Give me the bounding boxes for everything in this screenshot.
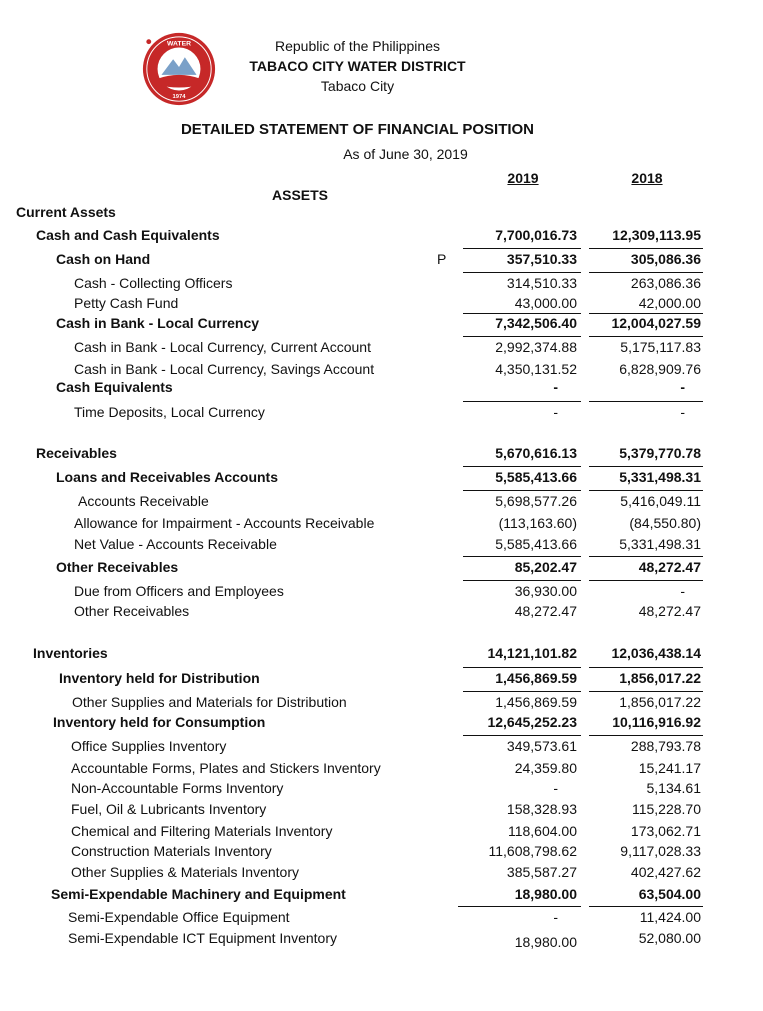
row-inventories xyxy=(0,645,763,667)
row-label: Cash Equivalents xyxy=(56,379,173,395)
row-other-receivables-group xyxy=(0,559,763,581)
value-2019: 24,359.80 xyxy=(514,760,577,776)
row-label: Time Deposits, Local Currency xyxy=(74,404,265,420)
row-chemical-filtering xyxy=(0,823,763,845)
year-prior-header: 2018 xyxy=(631,170,663,186)
value-2018: - xyxy=(680,583,685,599)
value-2019: 18,980.00 xyxy=(514,886,577,902)
rule-line xyxy=(458,906,581,907)
value-2019: 5,585,413.66 xyxy=(495,536,577,552)
row-label: Cash in Bank - Local Currency, Savings Account xyxy=(74,361,375,377)
value-2018: 5,134.61 xyxy=(646,780,701,796)
row-label: Inventory held for Consumption xyxy=(53,714,266,730)
water-district-seal-logo xyxy=(140,30,218,108)
row-label: Inventory held for Distribution xyxy=(59,670,260,686)
rule-line xyxy=(589,272,703,273)
row-label: Due from Officers and Employees xyxy=(74,583,284,599)
statement-date-wrap xyxy=(0,146,763,162)
row-other-supplies-materials xyxy=(0,864,763,886)
value-2019: 5,585,413.66 xyxy=(495,469,577,485)
value-2018: 305,086.36 xyxy=(630,251,701,267)
row-loans-and-receivables xyxy=(0,469,763,491)
value-2019: 7,342,506.40 xyxy=(495,315,577,331)
rule-line xyxy=(589,490,703,491)
row-label: Cash on Hand xyxy=(56,251,151,267)
rule-line xyxy=(589,313,703,314)
rule-line xyxy=(463,735,581,736)
header-text-block xyxy=(225,36,490,96)
row-label: Allowance for Impairment - Accounts Receivable xyxy=(74,515,375,531)
value-2018: 263,086.36 xyxy=(630,275,701,291)
row-semi-expendable-machinery xyxy=(0,886,763,908)
agency-name: TABACO CITY WATER DISTRICT xyxy=(249,58,466,74)
statement-title-wrap xyxy=(0,121,763,138)
value-2019: 1,456,869.59 xyxy=(495,670,577,686)
value-2019: 385,587.27 xyxy=(506,864,577,880)
statement-date: As of June 30, 2019 xyxy=(343,146,468,162)
row-label: Cash in Bank - Local Currency, Current Account xyxy=(74,339,371,355)
value-2019: 4,350,131.52 xyxy=(495,361,577,377)
year-current-header: 2019 xyxy=(507,170,539,186)
row-label: Chemical and Filtering Materials Inventory xyxy=(71,823,333,839)
row-accountable-forms xyxy=(0,760,763,782)
row-label: Receivables xyxy=(36,445,117,461)
row-label: Non-Accountable Forms Inventory xyxy=(71,780,284,796)
value-2018: 5,416,049.11 xyxy=(620,493,701,509)
rule-line xyxy=(463,691,581,692)
svg-text:WATER: WATER xyxy=(166,40,192,48)
row-office-supplies xyxy=(0,738,763,760)
row-due-from-officers xyxy=(0,583,763,605)
value-2018: 48,272.47 xyxy=(638,603,701,619)
row-cash-and-cash-equivalents xyxy=(0,227,763,249)
value-2018: (84,550.80) xyxy=(629,515,701,531)
value-2018: 5,331,498.31 xyxy=(619,536,701,552)
value-2019: 18,980.00 xyxy=(514,934,577,950)
value-2019: 5,670,616.13 xyxy=(495,445,577,461)
row-fuel-oil xyxy=(0,801,763,823)
value-2018: 12,309,113.95 xyxy=(612,227,701,243)
row-label: Cash and Cash Equivalents xyxy=(36,227,220,243)
rule-line xyxy=(589,248,703,249)
row-label: Loans and Receivables Accounts xyxy=(56,469,278,485)
rule-line xyxy=(463,248,581,249)
value-2019: 5,698,577.26 xyxy=(495,493,577,509)
value-2018: 6,828,909.76 xyxy=(619,361,701,377)
row-label: Fuel, Oil & Lubricants Inventory xyxy=(71,801,267,817)
row-label: Current Assets xyxy=(16,204,116,220)
row-label: Cash in Bank - Local Currency xyxy=(56,315,260,331)
value-2019: (113,163.60) xyxy=(498,515,577,531)
rule-line xyxy=(463,313,581,314)
row-accounts-receivable xyxy=(0,493,763,515)
value-2019: 48,272.47 xyxy=(514,603,577,619)
value-2018: 5,175,117.83 xyxy=(620,339,701,355)
rule-line xyxy=(589,580,703,581)
row-construction-materials xyxy=(0,843,763,865)
value-2019: 2,992,374.88 xyxy=(495,339,577,355)
value-2018: - xyxy=(680,379,685,395)
row-semi-expendable-office-equipment xyxy=(0,909,763,931)
value-2018: 48,272.47 xyxy=(638,559,701,575)
value-2018: 11,424.00 xyxy=(639,909,701,925)
value-2018: 5,379,770.78 xyxy=(619,445,701,461)
value-2019: 1,456,869.59 xyxy=(495,694,577,710)
republic-line: Republic of the Philippines xyxy=(275,38,440,54)
value-2019: - xyxy=(553,379,558,395)
value-2019: 11,608,798.62 xyxy=(488,843,577,859)
value-2019: 118,604.00 xyxy=(507,823,577,839)
row-allowance-impairment xyxy=(0,515,763,537)
row-label: Petty Cash Fund xyxy=(74,295,179,311)
rule-line xyxy=(589,906,703,907)
value-2019: 314,510.33 xyxy=(506,275,577,291)
rule-line xyxy=(463,667,581,668)
value-2018: 15,241.17 xyxy=(638,760,701,776)
rule-line xyxy=(589,735,703,736)
value-2019: - xyxy=(553,404,558,420)
rule-line xyxy=(463,336,581,337)
rule-line xyxy=(463,466,581,467)
row-label: Other Supplies and Materials for Distribution xyxy=(72,694,347,710)
row-label: Accountable Forms, Plates and Stickers Inventory xyxy=(71,760,381,776)
row-current-assets xyxy=(0,204,763,226)
svg-text:1974: 1974 xyxy=(172,94,186,101)
row-inventory-for-distribution xyxy=(0,670,763,692)
value-2018: 52,080.00 xyxy=(638,930,701,946)
row-label: Other Receivables xyxy=(74,603,190,619)
row-label: Semi-Expendable Office Equipment xyxy=(68,909,290,925)
value-2018: 115,228.70 xyxy=(631,801,701,817)
value-2018: 63,504.00 xyxy=(638,886,701,902)
value-2019: 36,930.00 xyxy=(514,583,577,599)
value-2018: 288,793.78 xyxy=(630,738,701,754)
value-2019: 349,573.61 xyxy=(506,738,577,754)
statement-title: DETAILED STATEMENT OF FINANCIAL POSITION xyxy=(180,121,535,138)
rule-line xyxy=(463,556,581,557)
row-label: Construction Materials Inventory xyxy=(71,843,272,859)
value-2019: 14,121,101.82 xyxy=(487,645,577,661)
rule-line xyxy=(589,336,703,337)
row-net-value-ar xyxy=(0,536,763,558)
value-2019: - xyxy=(553,909,558,925)
rule-line xyxy=(589,667,703,668)
value-2018: 5,331,498.31 xyxy=(619,469,701,485)
value-2019: 357,510.33 xyxy=(506,251,577,267)
row-label: Office Supplies Inventory xyxy=(71,738,227,754)
row-time-deposits xyxy=(0,404,763,426)
row-other-supplies-distribution xyxy=(0,694,763,716)
row-label: Other Supplies & Materials Inventory xyxy=(71,864,299,880)
row-label: Semi-Expendable Machinery and Equipment xyxy=(51,886,346,902)
row-semi-expendable-ict-equipment xyxy=(0,930,763,952)
value-2018: 12,036,438.14 xyxy=(611,645,701,661)
rule-line xyxy=(463,401,581,402)
section-title-assets: ASSETS xyxy=(272,187,329,203)
row-label: Accounts Receivable xyxy=(78,493,209,509)
rule-line xyxy=(589,556,703,557)
city-line: Tabaco City xyxy=(320,78,395,94)
rule-line xyxy=(463,580,581,581)
value-2018: - xyxy=(680,404,685,420)
row-cash-in-bank-current xyxy=(0,339,763,361)
row-label: Net Value - Accounts Receivable xyxy=(74,536,277,552)
value-2019: 158,328.93 xyxy=(506,801,577,817)
value-2018: 173,062.71 xyxy=(630,823,701,839)
row-label: Semi-Expendable ICT Equipment Inventory xyxy=(68,930,337,946)
rule-line xyxy=(589,401,703,402)
value-2019: 43,000.00 xyxy=(514,295,577,311)
row-other-receivables xyxy=(0,603,763,625)
row-non-accountable-forms xyxy=(0,780,763,802)
row-cash-on-hand xyxy=(0,251,763,273)
row-cash-in-bank xyxy=(0,315,763,337)
value-2018: 1,856,017.22 xyxy=(619,694,701,710)
currency-symbol: P xyxy=(437,251,447,267)
row-label: Inventories xyxy=(33,645,108,661)
value-2018: 402,427.62 xyxy=(630,864,701,880)
value-2019: 12,645,252.23 xyxy=(487,714,577,730)
value-2018: 9,117,028.33 xyxy=(620,843,701,859)
row-inventory-for-consumption xyxy=(0,714,763,736)
value-2019: 7,700,016.73 xyxy=(495,227,577,243)
document-header xyxy=(0,0,763,110)
row-cash-collecting-officers xyxy=(0,275,763,297)
rule-line xyxy=(589,466,703,467)
rule-line xyxy=(463,490,581,491)
rule-line xyxy=(589,691,703,692)
row-receivables xyxy=(0,445,763,467)
value-2018: 42,000.00 xyxy=(638,295,701,311)
row-cash-equivalents xyxy=(0,379,763,401)
value-2018: 1,856,017.22 xyxy=(619,670,701,686)
value-2018: 12,004,027.59 xyxy=(611,315,701,331)
row-label: Cash - Collecting Officers xyxy=(74,275,233,291)
value-2019: - xyxy=(553,780,558,796)
value-2018: 10,116,916.92 xyxy=(612,714,701,730)
rule-line xyxy=(463,272,581,273)
value-2019: 85,202.47 xyxy=(514,559,577,575)
row-label: Other Receivables xyxy=(56,559,179,575)
